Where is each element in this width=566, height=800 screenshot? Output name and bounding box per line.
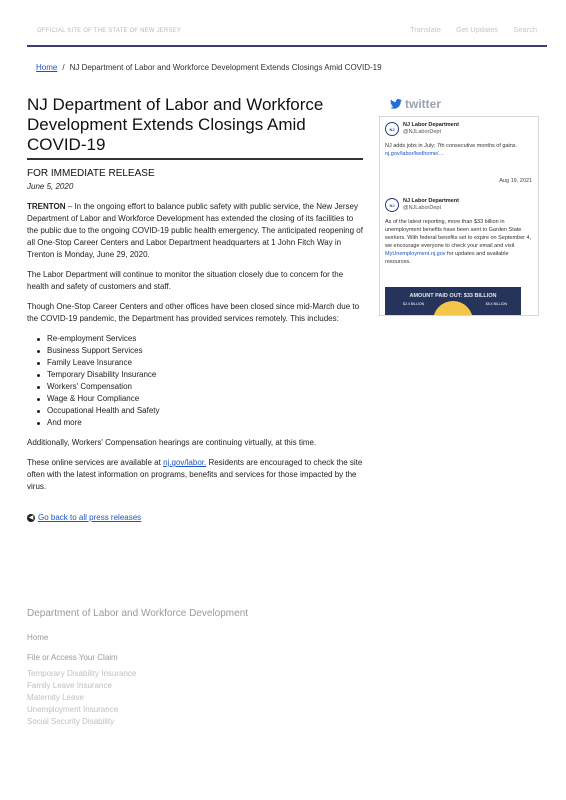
tweet-author: NJ Labor Department (403, 122, 459, 128)
paragraph-1-text: – In the ongoing effort to balance public safety with public service, the New Jersey Department of Labor and Workforce Development has extended the closing of its facilities to the public due to the ongoing COVID-19 public health emergency. The anticipated reopening of all One-Stop Career Centers and Labor Department headquarters at 1 John Fitch Way in Trenton is Monday, June 29, 2020. (27, 202, 363, 259)
breadcrumb-current: NJ Department of Labor and Workforce Development Extends Closings Amid COVID-19 (69, 63, 382, 72)
tweet-handle: @NJLaborDept (403, 129, 441, 135)
list-item: Occupational Health and Safety (37, 405, 363, 417)
tweet-image-figure-2: $5.4 BILLION (485, 302, 507, 306)
article (27, 95, 363, 522)
list-item: Re-employment Services (37, 333, 363, 345)
tweet-handle: @NJLaborDept (403, 205, 441, 211)
breadcrumb (36, 63, 382, 72)
page-title: NJ Department of Labor and Workforce Development Extends Closings Amid COVID-19 (27, 95, 363, 160)
tweet-link[interactable]: nj.gov/labor/lwdhome/… (385, 151, 445, 157)
article-paragraph-3: Though One-Stop Career Centers and other offices have been closed since mid-March due to the COVID-19 pandemic, the Department has provided services remotely. This includes: (27, 302, 360, 323)
tweet-image[interactable] (385, 287, 521, 316)
tweet-image-pie-graphic (433, 301, 473, 316)
breadcrumb-home-link[interactable]: Home (36, 63, 58, 72)
twitter-title: twitter (405, 97, 441, 111)
footer-claim-heading[interactable]: File or Access Your Claim (27, 653, 118, 662)
tweet-author: NJ Labor Department (403, 198, 459, 204)
article-paragraph-1 (27, 201, 363, 261)
list-item: And more (37, 417, 363, 429)
twitter-bird-icon (390, 99, 402, 109)
list-item: Wage & Hour Compliance (37, 393, 363, 405)
tweet-body-post: for updates and available resources. (385, 251, 509, 265)
footer-link[interactable]: Maternity Leave (27, 693, 84, 702)
nj-seal-avatar-icon: NJ (385, 122, 399, 136)
list-item: Workers' Compensation (37, 381, 363, 393)
arrow-left-circle-icon: ◀ (28, 514, 34, 521)
footer-link[interactable]: Temporary Disability Insurance (27, 669, 137, 678)
back-link[interactable]: Go back to all press releases (38, 513, 142, 522)
tweet (385, 198, 535, 266)
tweet-text (385, 218, 535, 266)
tweet (385, 122, 535, 158)
tweet-body-pre: As of the latest reporting, more than $33 billion in unemployment benefits have been sent to Garden State workers. With federal benefits set to expire on September 4, we encourage everyone to check your email and visit (385, 219, 532, 249)
paragraph-5-post: Residents are encouraged to check the site often with the latest information on programs, benefits and services for those impacted by the virus. (27, 458, 363, 491)
nj-labor-link[interactable]: nj.gov/labor. (163, 458, 207, 467)
footer (27, 608, 357, 728)
footer-claim-list (27, 668, 357, 728)
footer-title: Department of Labor and Workforce Development (27, 608, 249, 619)
top-links (397, 25, 537, 34)
footer-link[interactable]: Family Leave Insurance (27, 681, 112, 690)
tweet-text (385, 142, 535, 158)
tweet-image-figure-1: $2.4 BILLION (403, 302, 425, 306)
release-date: June 5, 2020 (27, 182, 74, 191)
nj-seal-avatar-icon: NJ (385, 198, 399, 212)
list-item: Temporary Disability Insurance (37, 369, 363, 381)
search-link[interactable]: Search (513, 25, 537, 34)
footer-link[interactable]: Unemployment Insurance (27, 705, 119, 714)
article-paragraph-5 (27, 457, 363, 493)
twitter-feed[interactable] (379, 116, 539, 316)
breadcrumb-separator: / (62, 63, 65, 72)
paragraph-5-pre: These online services are available at (27, 458, 164, 467)
services-list (37, 333, 363, 429)
tweet-link[interactable]: MyUnemployment.nj.gov (385, 251, 446, 257)
official-site-label: OFFICIAL SITE OF THE STATE OF NEW JERSEY (37, 28, 182, 34)
tweet-image-title: AMOUNT PAID OUT: $33 BILLION (409, 293, 497, 299)
footer-home-link[interactable]: Home (27, 633, 49, 642)
list-item: Family Leave Insurance (37, 357, 363, 369)
tweet-date: Aug 19, 2021 (499, 178, 532, 184)
article-paragraph-4: Additionally, Workers' Compensation hearings are continuing virtually, at this time. (27, 438, 317, 447)
back-to-press-releases[interactable] (27, 513, 363, 522)
twitter-header (390, 97, 441, 111)
footer-link[interactable]: Social Security Disability (27, 717, 115, 726)
tweet-body: NJ adds jobs in July; 7th consecutive months of gains. (385, 143, 518, 149)
top-bar (27, 0, 547, 47)
dateline: TRENTON (27, 202, 66, 211)
article-paragraph-2: The Labor Department will continue to monitor the situation closely due to concern for the health and safety of customers and staff. (27, 270, 344, 291)
translate-link[interactable]: Translate (409, 25, 441, 34)
list-item: Business Support Services (37, 345, 363, 357)
get-updates-link[interactable]: Get Updates (456, 25, 499, 34)
release-label: FOR IMMEDIATE RELEASE (27, 168, 155, 179)
